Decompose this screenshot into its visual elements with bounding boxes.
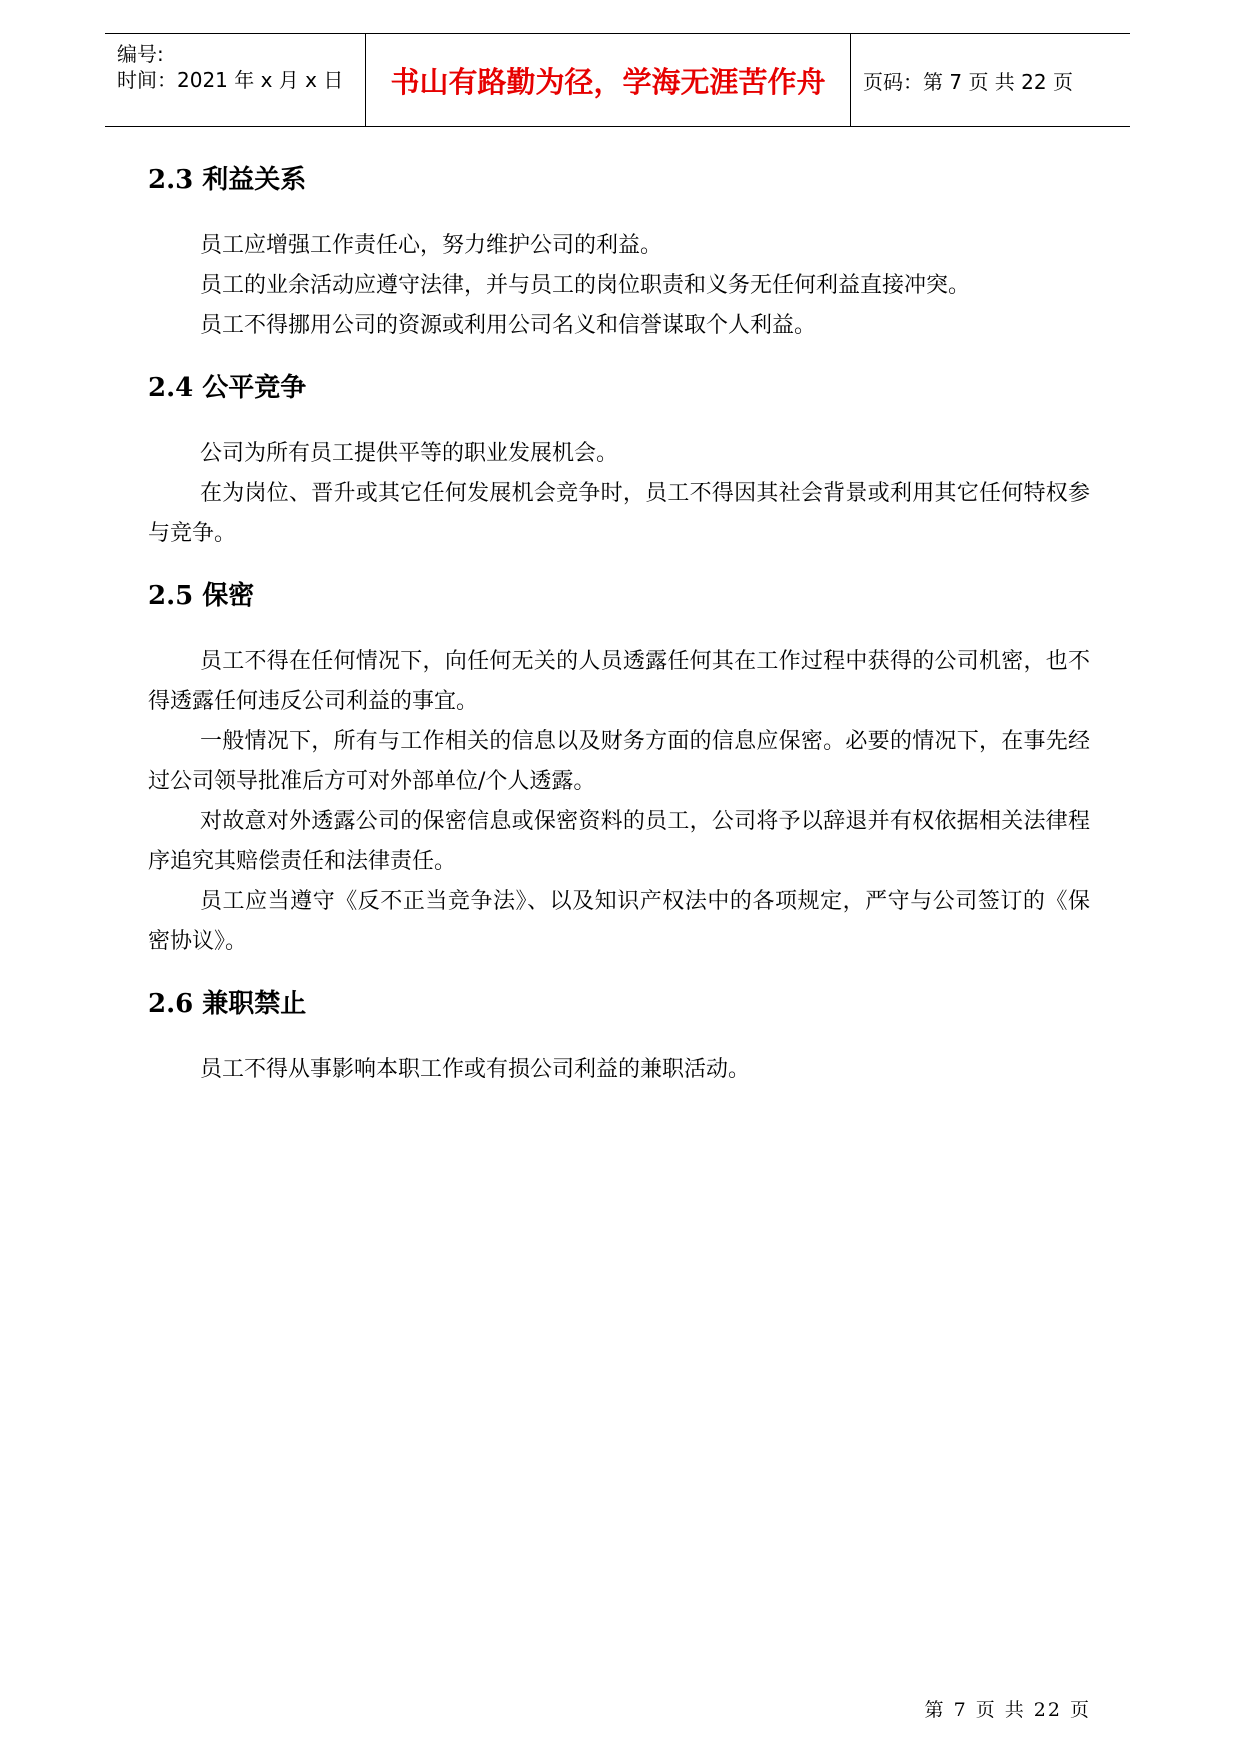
section-fair-competition	[148, 368, 1090, 554]
section-title: 2.6 兼职禁止	[148, 989, 307, 1019]
document-date: 时间：2021 年 x 月 x 日	[117, 68, 344, 92]
paragraph: 在为岗位、晋升或其它任何发展机会竞争时，员工不得因其社会背景或利用其它任何特权参与竞争。	[148, 481, 1090, 546]
section-title: 2.5 保密	[148, 581, 255, 611]
page-footer: 第 7 页 共 22 页	[924, 1699, 1091, 1721]
paragraph: 员工不得挪用公司的资源或利用公司名义和信誉谋取个人利益。	[200, 313, 817, 338]
paragraph: 员工不得从事影响本职工作或有损公司利益的兼职活动。	[200, 1057, 751, 1082]
paragraph: 公司为所有员工提供平等的职业发展机会。	[200, 441, 619, 466]
section-confidentiality	[148, 576, 1090, 962]
document-number-label: 编号:	[117, 42, 164, 66]
section-interest-relations	[148, 160, 1090, 346]
paragraph: 员工应当遵守《反不正当竞争法》、以及知识产权法中的各项规定，严守与公司签订的《保密协议》。	[148, 889, 1090, 954]
header-info-cell	[105, 34, 366, 126]
paragraph: 员工不得在任何情况下，向任何无关的人员透露任何其在工作过程中获得的公司机密，也不得透露任何违反公司利益的事宜。	[148, 649, 1090, 714]
header-motto: 书山有路勤为径，学海无涯苦作舟	[366, 34, 851, 126]
section-title: 2.3 利益关系	[148, 165, 307, 195]
paragraph: 对故意对外透露公司的保密信息或保密资料的员工，公司将予以辞退并有权依据相关法律程序追究其赔偿责任和法律责任。	[148, 809, 1090, 874]
paragraph: 一般情况下，所有与工作相关的信息以及财务方面的信息应保密。必要的情况下，在事先经过公司领导批准后方可对外部单位/个人透露。	[148, 729, 1090, 794]
document-body	[148, 160, 1090, 1112]
paragraph: 员工应增强工作责任心，努力维护公司的利益。	[200, 233, 663, 258]
page-header	[105, 33, 1130, 127]
section-part-time-prohibition	[148, 984, 1090, 1090]
paragraph: 员工的业余活动应遵守法律，并与员工的岗位职责和义务无任何利益直接冲突。	[200, 273, 971, 298]
header-page-info: 页码：第 7 页 共 22 页	[863, 69, 1073, 94]
section-title: 2.4 公平竞争	[148, 373, 307, 403]
